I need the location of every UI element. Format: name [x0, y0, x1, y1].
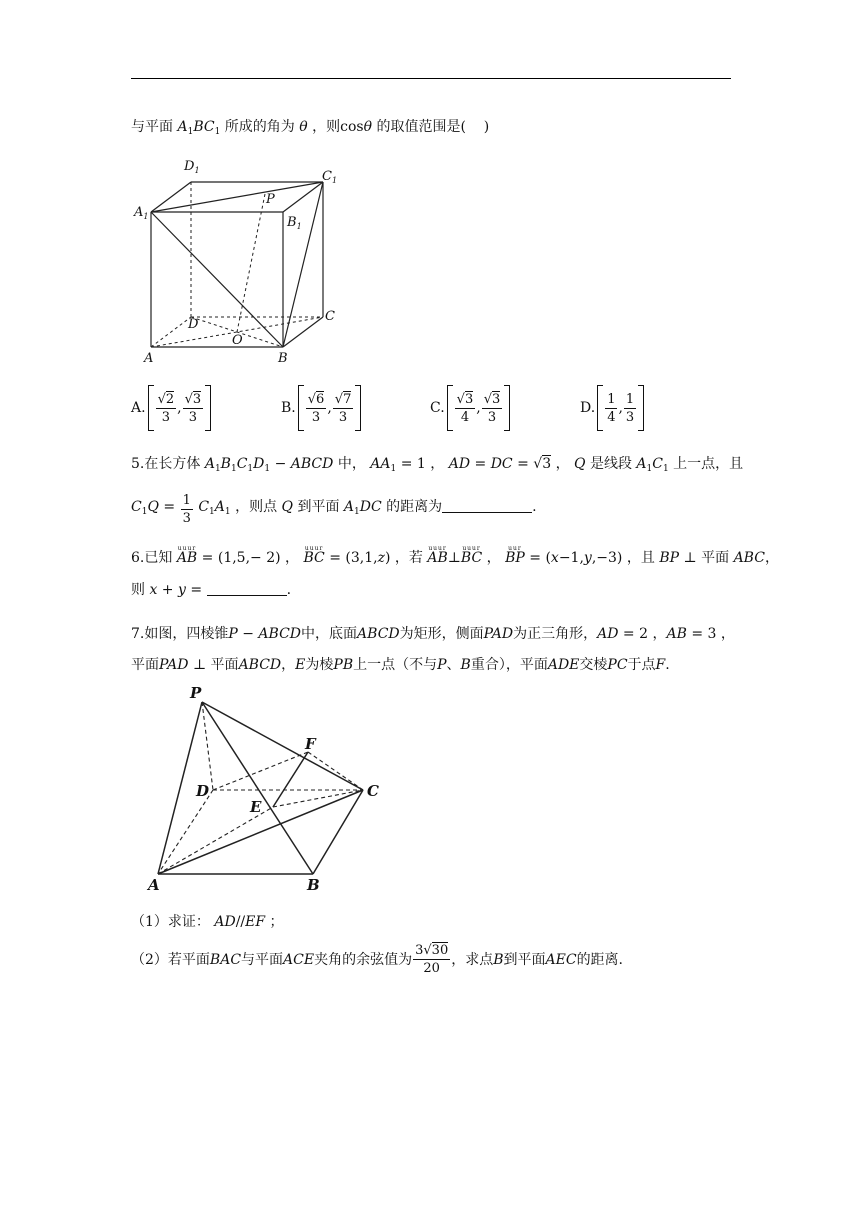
q6-line2: 则 x + y = . [131, 582, 292, 598]
label-P: P [190, 684, 202, 702]
q7-line1: 7.如图，四棱锥P − ABCD中，底面ABCD为矩形，侧面PAD为正三角形，AD = 2 ，AB = 3 ， [131, 626, 735, 642]
q6-answer-blank[interactable] [207, 581, 287, 596]
q5-line1: 5.在长方体 $A_1B_1C_1D_1$ − ABCD 中， $AA_1 = 1$ ， AD = DC = √3 ， Q 是线段 $A_1C_1$ 上一点，且 [131, 456, 744, 474]
label-B1: $B_1$ [287, 215, 302, 231]
q5-answer-blank[interactable] [442, 498, 532, 513]
label-E: E [250, 798, 262, 816]
option-a[interactable]: A. $\frac{√2}{3}$ , $\frac{√3}{3}$ [131, 385, 211, 431]
q7-part2: （2）若平面BAC与平面ACE夹角的余弦值为 $\frac{3√30}{20}$ ，求点B到平面AEC的距离. [131, 943, 624, 976]
label-O: O [232, 333, 243, 348]
label-C: C [367, 782, 379, 800]
option-d[interactable]: D. $\frac{1}{4}$ , $\frac{1}{3}$ [580, 385, 644, 431]
label-D1: $D_1$ [184, 159, 200, 175]
label-C: C [325, 309, 335, 324]
label-B: B [278, 351, 288, 366]
label-B: B [307, 876, 320, 894]
option-b[interactable]: B. $\frac{√6}{3}$ , $\frac{√7}{3}$ [281, 385, 361, 431]
label-D: D [196, 782, 210, 800]
q7-pyramid-figure [140, 684, 400, 899]
q7-part1: （1）求证： AD//EF ； [131, 914, 284, 930]
header-rule [131, 78, 731, 79]
q6-line1: 6.已知 uuur AB = (1,5,− 2) ， uuur BC = (3,1,z) ，若 uuur AB⊥ uuur BC ， uur BP = (x−1,y,−3) ，且 BP ⊥ 平面 ABC， [131, 545, 779, 566]
q7-line2: 平面PAD ⊥ 平面ABCD，E为棱PB上一点（不与P、B重合），平面ADE交棱PC于点F. [131, 657, 670, 673]
label-C1: $C_1$ [322, 169, 338, 185]
q4-stem: 与平面 $A_1BC_1$ 所成的角为 θ ，则cosθ 的取值范围是( ) [131, 119, 490, 137]
label-A: A [148, 876, 160, 894]
label-D: D [188, 317, 199, 332]
q5-line2: $C_1Q$ = $\frac{1}{3}$ $C_1A_1$ ，则点 Q 到平面 $A_1DC$ 的距离为 . [131, 493, 537, 526]
option-c[interactable]: C. $\frac{√3}{4}$ , $\frac{√3}{3}$ [430, 385, 510, 431]
q4-cube-figure [132, 152, 352, 367]
label-A1: $A_1$ [134, 205, 149, 221]
label-A: A [144, 351, 154, 366]
label-F: F [305, 735, 316, 753]
label-P: P [266, 192, 275, 207]
